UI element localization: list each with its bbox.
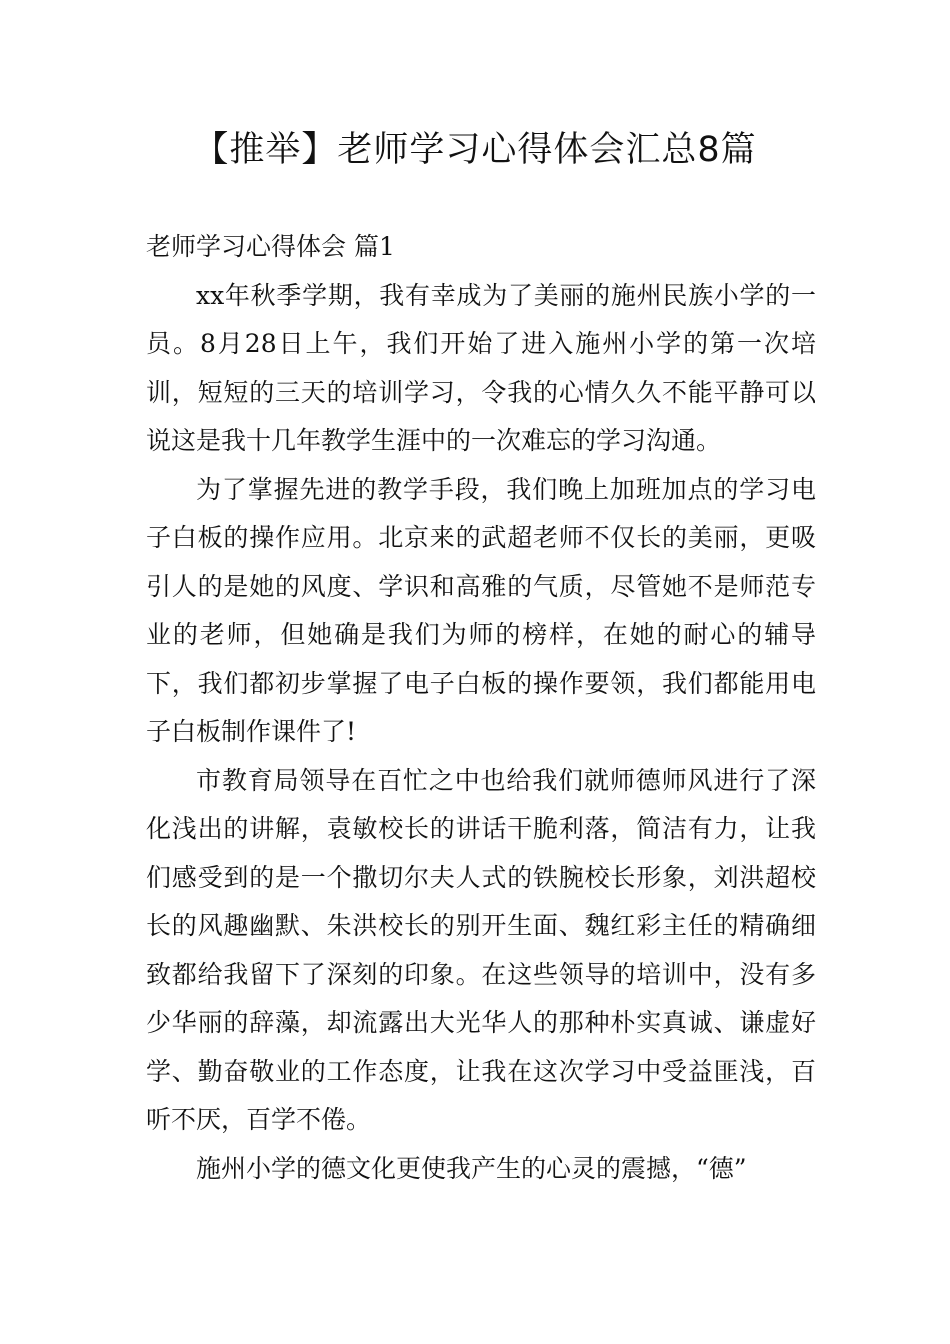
section-heading: 老师学习心得体会 篇1 bbox=[146, 232, 395, 261]
document-title: 【推举】老师学习心得体会汇总8篇 bbox=[193, 130, 757, 170]
paragraph-3: 市教育局领导在百忙之中也给我们就师德师风进行了深化浅出的讲解，袁敏校长的讲话干脆利落，简洁有力，让我们感受到的是一个撒切尔夫人式的铁腕校长形象，刘洪超校长的风趣幽默、朱洪校长的别开生面、魏红彩主任的精确细致都给我留下了深刻的印象。在这些领导的培训中，没有多少华丽的辞藻，却流露出大光华人的那种朴实真诚、谦虚好学、勤奋敬业的工作态度，让我在这次学习中受益匪浅，百听不厌，百学不倦。 bbox=[146, 765, 816, 1134]
paragraph-1: xx年秋季学期，我有幸成为了美丽的施州民族小学的一员。8月28日上午，我们开始了进入施州小学的第一次培训，短短的三天的培训学习，令我的心情久久不能平静可以说这是我十几年教学生涯中的一次难忘的学习沟通。 bbox=[146, 280, 816, 455]
document-body bbox=[146, 223, 816, 1193]
paragraph-2: 为了掌握先进的教学手段，我们晚上加班加点的学习电子白板的操作应用。北京来的武超老师不仅长的美丽，更吸引人的是她的风度、学识和高雅的气质，尽管她不是师范专业的老师，但她确是我们为师的榜样，在她的耐心的辅导下，我们都初步掌握了电子白板的操作要领，我们都能用电子白板制作课件了! bbox=[146, 474, 816, 746]
paragraph-4: 施州小学的德文化更使我产生的心灵的震撼，“德” bbox=[196, 1153, 747, 1183]
